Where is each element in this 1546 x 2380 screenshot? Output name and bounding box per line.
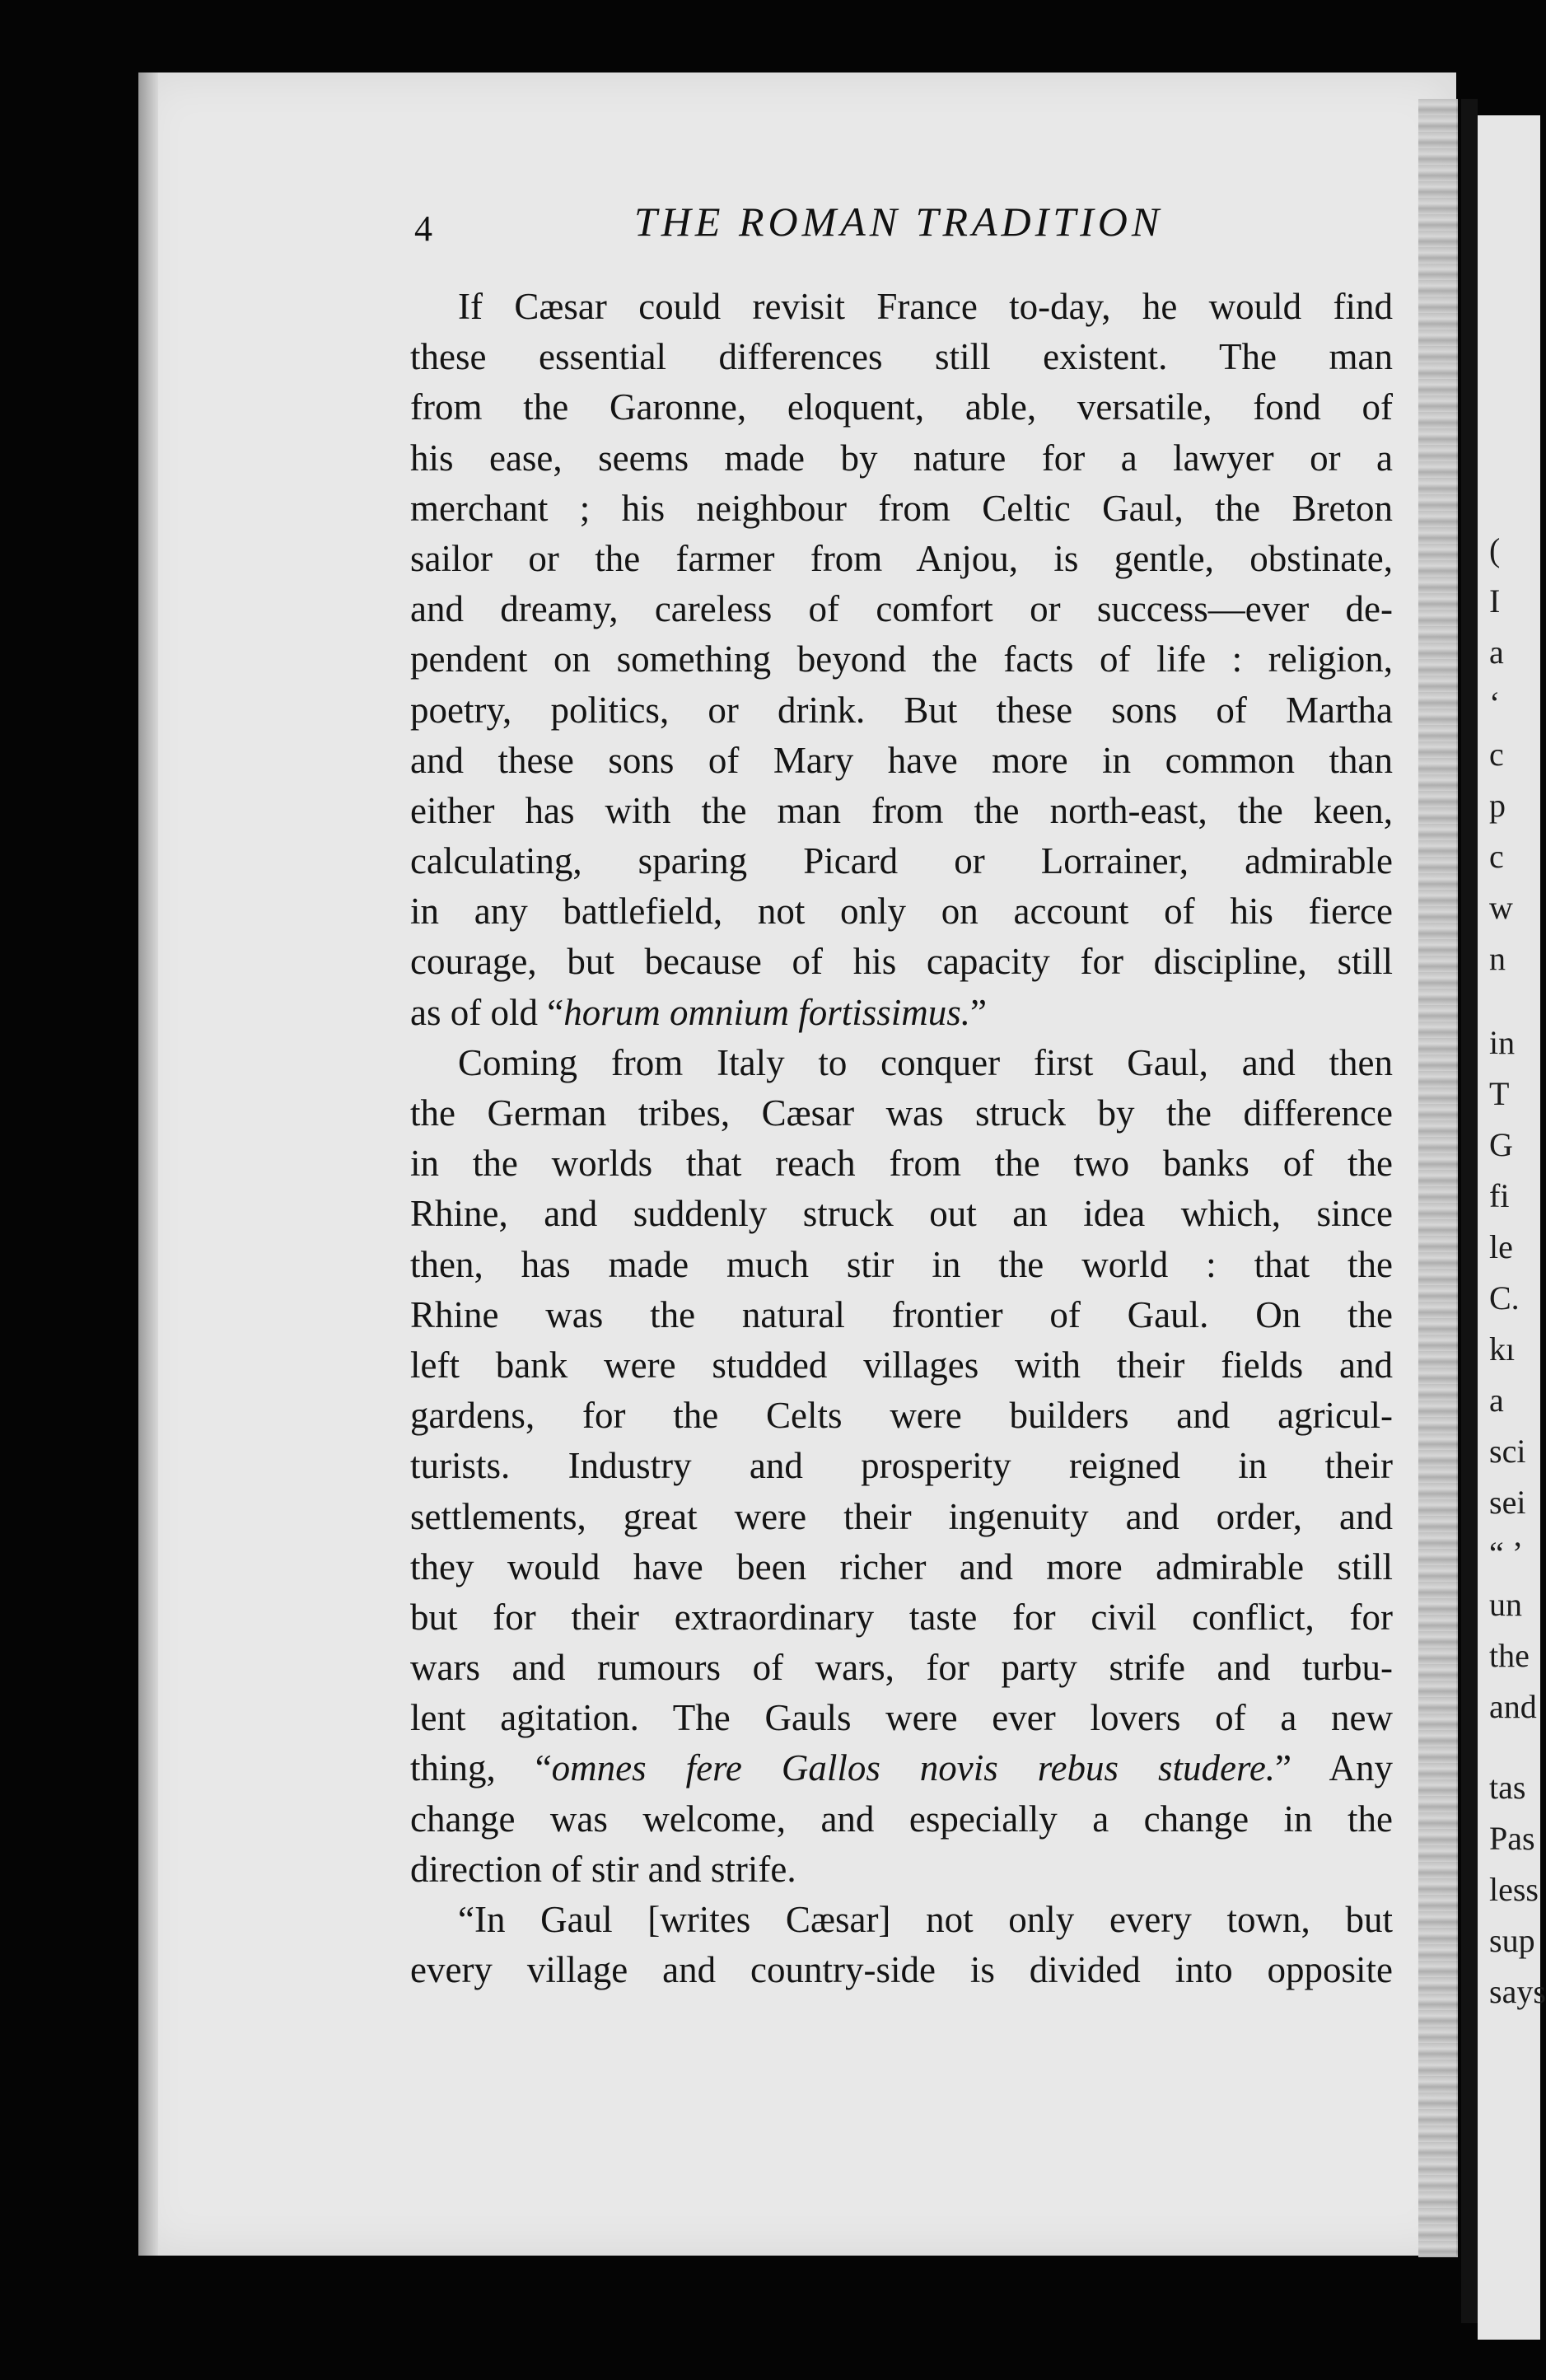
text-line: lent agitation. The Gauls were ever lovers of a new [410,1697,1393,1739]
next-page-fragment: sup [1489,1922,1535,1959]
text-line: poetry, politics, or drink. But these sons of Martha [410,689,1393,731]
text-line: change was welcome, and especially a change in the [410,1798,1393,1840]
text-line-quote [410,988,1393,1038]
body-text [410,282,1393,1995]
text-line: Coming from Italy to conquer first Gaul, and then [458,1041,1393,1083]
gutter-shadow [1461,99,1478,2323]
text-line: wars and rumours of wars, for party strife and turbu- [410,1647,1393,1689]
text-line: the German tribes, Cæsar was struck by the difference [410,1092,1393,1134]
text-line: direction of stir and strife. [410,1848,796,1890]
text-line: but for their extraordinary taste for civil conflict, for [410,1596,1393,1638]
next-page-fragment: fi [1489,1177,1510,1214]
next-page-fragment: p [1489,787,1506,824]
next-page-fragment: c [1489,838,1504,875]
next-page-fragment: sei [1489,1484,1526,1521]
text-line: and these sons of Mary have more in common than [410,739,1393,781]
text-line: his ease, seems made by nature for a lawyer or a [410,437,1393,479]
text-line: in any battlefield, not only on account of his fierce [410,891,1393,933]
text-line: every village and country-side is divided into opposite [410,1949,1393,1991]
next-page-fragment: w [1489,889,1513,926]
next-page-fragment: the [1489,1637,1530,1674]
next-page-fragment: C. [1489,1279,1520,1316]
quote-open: thing, “ [410,1747,552,1789]
text-line: and dreamy, careless of comfort or success—ever de- [410,588,1393,630]
text-line: If Cæsar could revisit France to-day, he would find [458,286,1393,327]
text-line: then, has made much stir in the world : that the [410,1243,1393,1285]
quote-close: ” [970,991,988,1033]
text-line: settlements, great were their ingenuity and order, and [410,1495,1393,1537]
text-line: Rhine was the natural frontier of Gaul. On the [410,1293,1393,1335]
quote-open: as of old “ [410,991,564,1033]
text-line: calculating, sparing Picard or Lorrainer, admirable [410,840,1393,882]
page-number: 4 [414,208,432,249]
next-page-fragment: T [1489,1075,1510,1112]
text-line: “In Gaul [writes Cæsar] not only every town, but [458,1899,1393,1940]
next-page-fragment: a [1489,1382,1504,1419]
page-left-edge [138,72,158,2256]
text-line: courage, but because of his capacity for discipline, still [410,941,1393,983]
quote-close: ” Any [1275,1747,1393,1789]
next-page-fragment: un [1489,1586,1522,1623]
text-line-quote [410,1743,1393,1793]
next-page-fragment: Pas [1489,1820,1535,1857]
next-page-fragment: sci [1489,1433,1526,1470]
text-line: Rhine, and suddenly struck out an idea which, since [410,1193,1393,1235]
text-line: merchant ; his neighbour from Celtic Gaul, the Breton [410,487,1393,529]
next-page-fragment: less [1489,1871,1539,1908]
next-page-fragment: ‘ [1489,685,1501,722]
next-page-fragment: n [1489,940,1506,977]
next-page-fragment: G [1489,1126,1513,1163]
binding-gutter [1418,99,1458,2257]
text-line: pendent on something beyond the facts of life : religion, [410,638,1393,680]
text-line: from the Garonne, eloquent, able, versatile, fond of [410,386,1393,428]
text-line: either has with the man from the north-east, the keen, [410,789,1393,831]
next-page-fragment: c [1489,736,1504,773]
next-page-fragment: a [1489,634,1504,671]
next-page-fragment: ( [1489,531,1501,568]
latin-quote: horum omnium fortissimus. [563,991,971,1033]
next-page-fragment: and [1489,1688,1537,1725]
text-line: they would have been richer and more admirable still [410,1545,1393,1587]
latin-quote: omnes fere Gallos novis rebus studere. [551,1747,1276,1789]
next-page-fragment: le [1489,1228,1513,1265]
next-page-fragment: kı [1489,1330,1516,1368]
running-title: THE ROMAN TRADITION [634,199,1164,245]
next-page-fragment: “ ’ [1489,1535,1524,1572]
next-page-fragment: in [1489,1024,1516,1061]
text-line: turists. Industry and prosperity reigned in their [410,1445,1393,1487]
text-line: left bank were studded villages with their fields and [410,1344,1393,1386]
text-line: in the worlds that reach from the two banks of the [410,1143,1393,1185]
text-line: sailor or the farmer from Anjou, is gentle, obstinate, [410,537,1393,579]
next-page-fragment: tas [1489,1769,1526,1806]
next-page-fragment: says [1489,1973,1546,2010]
next-page-fragment: I [1489,582,1501,620]
text-line: gardens, for the Celts were builders and agricul- [410,1395,1393,1437]
text-line: these essential differences still existent. The man [410,336,1393,378]
